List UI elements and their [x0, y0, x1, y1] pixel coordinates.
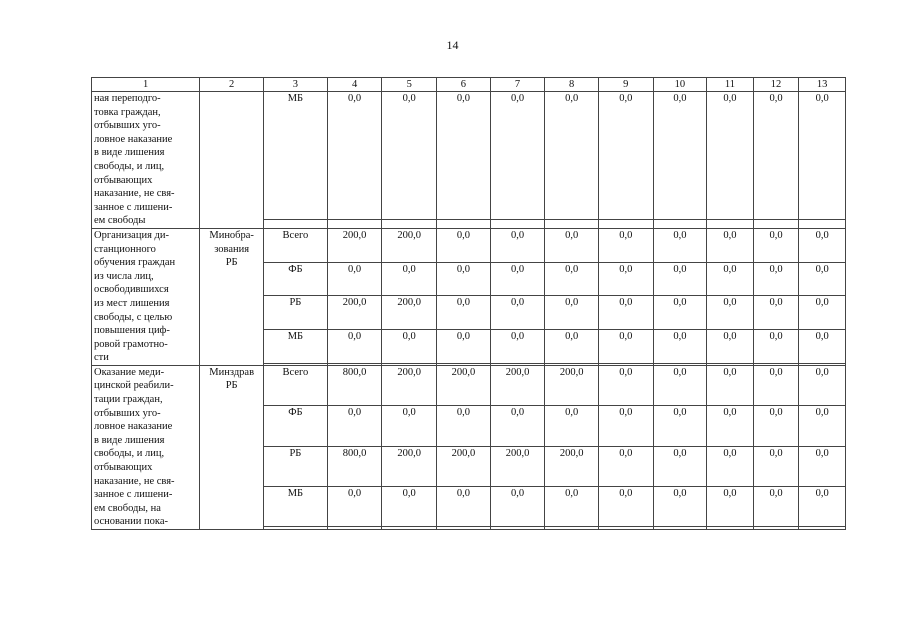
amount-cell: 0,0 — [598, 406, 653, 446]
empty-cell — [707, 527, 754, 530]
amount-cell: 0,0 — [490, 92, 545, 220]
amount-cell: 0,0 — [490, 406, 545, 446]
column-number: 3 — [264, 78, 328, 92]
amount-cell: 0,0 — [799, 92, 846, 220]
amount-cell: 200,0 — [327, 228, 382, 262]
column-number: 4 — [327, 78, 382, 92]
funding-source: МБ — [264, 486, 328, 526]
amount-cell: 200,0 — [437, 365, 491, 405]
column-number: 9 — [598, 78, 653, 92]
amount-cell: 200,0 — [545, 446, 599, 486]
amount-cell: 0,0 — [653, 486, 707, 526]
amount-cell: 200,0 — [490, 365, 545, 405]
amount-cell: 0,0 — [545, 406, 599, 446]
funding-source: РБ — [264, 446, 328, 486]
amount-cell: 0,0 — [799, 329, 846, 363]
amount-cell: 0,0 — [382, 486, 437, 526]
amount-cell: 0,0 — [707, 486, 754, 526]
amount-cell: 0,0 — [753, 92, 799, 220]
column-number: 5 — [382, 78, 437, 92]
amount-cell: 200,0 — [382, 446, 437, 486]
amount-cell: 0,0 — [753, 228, 799, 262]
amount-cell: 0,0 — [707, 228, 754, 262]
amount-cell: 0,0 — [653, 296, 707, 330]
amount-cell: 0,0 — [545, 92, 599, 220]
amount-cell: 0,0 — [753, 406, 799, 446]
amount-cell: 0,0 — [327, 262, 382, 296]
amount-cell: 0,0 — [799, 296, 846, 330]
amount-cell: 0,0 — [437, 329, 491, 363]
empty-cell — [490, 220, 545, 229]
amount-cell: 0,0 — [653, 228, 707, 262]
funding-source: ФБ — [264, 406, 328, 446]
empty-cell — [437, 220, 491, 229]
amount-cell: 0,0 — [382, 406, 437, 446]
amount-cell: 200,0 — [490, 446, 545, 486]
empty-cell — [799, 220, 846, 229]
amount-cell: 0,0 — [799, 446, 846, 486]
executor: Минздрав РБ — [200, 365, 264, 529]
column-number-row — [92, 78, 846, 92]
empty-cell — [327, 527, 382, 530]
table-row — [92, 365, 846, 405]
funding-source: ФБ — [264, 262, 328, 296]
amount-cell: 0,0 — [437, 262, 491, 296]
column-number: 1 — [92, 78, 200, 92]
funding-source: МБ — [264, 92, 328, 220]
amount-cell: 0,0 — [545, 329, 599, 363]
amount-cell: 0,0 — [799, 486, 846, 526]
amount-cell: 0,0 — [490, 329, 545, 363]
amount-cell: 200,0 — [327, 296, 382, 330]
empty-cell — [799, 527, 846, 530]
empty-cell — [437, 527, 491, 530]
amount-cell: 200,0 — [382, 296, 437, 330]
amount-cell: 0,0 — [653, 329, 707, 363]
table-body — [92, 78, 846, 530]
column-number: 10 — [653, 78, 707, 92]
amount-cell: 0,0 — [327, 92, 382, 220]
amount-cell: 0,0 — [753, 262, 799, 296]
amount-cell: 0,0 — [437, 228, 491, 262]
amount-cell: 0,0 — [545, 262, 599, 296]
measure-name: ная переподго- товка граждан, отбывших уго- ловное наказание в виде лишения свободы, и лиц, отбывающих наказание, не свя- занное с лишени- ем свободы — [92, 92, 200, 229]
amount-cell: 0,0 — [799, 262, 846, 296]
amount-cell: 0,0 — [490, 296, 545, 330]
amount-cell: 0,0 — [753, 296, 799, 330]
amount-cell: 0,0 — [753, 365, 799, 405]
empty-cell — [545, 527, 599, 530]
amount-cell: 800,0 — [327, 446, 382, 486]
amount-cell: 0,0 — [598, 486, 653, 526]
empty-cell — [707, 220, 754, 229]
column-number: 6 — [437, 78, 491, 92]
empty-cell — [327, 220, 382, 229]
amount-cell: 0,0 — [653, 92, 707, 220]
amount-cell: 0,0 — [707, 329, 754, 363]
column-number: 13 — [799, 78, 846, 92]
funding-source: МБ — [264, 329, 328, 363]
amount-cell: 0,0 — [545, 486, 599, 526]
amount-cell: 0,0 — [382, 329, 437, 363]
empty-cell — [598, 220, 653, 229]
column-number: 2 — [200, 78, 264, 92]
amount-cell: 0,0 — [327, 329, 382, 363]
amount-cell: 200,0 — [382, 228, 437, 262]
empty-cell — [490, 527, 545, 530]
amount-cell: 0,0 — [598, 296, 653, 330]
amount-cell: 0,0 — [707, 406, 754, 446]
amount-cell: 0,0 — [598, 92, 653, 220]
amount-cell: 200,0 — [437, 446, 491, 486]
funding-source: Всего — [264, 365, 328, 405]
funding-source: РБ — [264, 296, 328, 330]
table-row — [92, 228, 846, 262]
empty-cell — [598, 527, 653, 530]
amount-cell: 200,0 — [545, 365, 599, 405]
amount-cell: 0,0 — [598, 446, 653, 486]
amount-cell: 0,0 — [490, 262, 545, 296]
column-number: 11 — [707, 78, 754, 92]
amount-cell: 0,0 — [382, 262, 437, 296]
budget-table — [91, 77, 846, 530]
amount-cell: 0,0 — [598, 262, 653, 296]
column-number: 7 — [490, 78, 545, 92]
empty-cell — [753, 220, 799, 229]
amount-cell: 0,0 — [598, 365, 653, 405]
amount-cell: 0,0 — [707, 365, 754, 405]
empty-cell — [382, 527, 437, 530]
amount-cell: 0,0 — [598, 228, 653, 262]
amount-cell: 0,0 — [799, 228, 846, 262]
empty-cell — [264, 527, 328, 530]
amount-cell: 0,0 — [545, 296, 599, 330]
empty-cell — [264, 220, 328, 229]
measure-name: Оказание меди- цинской реабили- тации граждан, отбывших уго- ловное наказание в виде лишения свободы, и лиц, отбывающих наказание, не свя- занное с лишени- ем свободы, на основании пока- — [92, 365, 200, 529]
amount-cell: 0,0 — [653, 446, 707, 486]
amount-cell: 0,0 — [327, 486, 382, 526]
amount-cell: 0,0 — [753, 486, 799, 526]
amount-cell: 0,0 — [545, 228, 599, 262]
funding-source: Всего — [264, 228, 328, 262]
amount-cell: 200,0 — [382, 365, 437, 405]
amount-cell: 0,0 — [490, 228, 545, 262]
amount-cell: 0,0 — [653, 406, 707, 446]
amount-cell: 0,0 — [437, 296, 491, 330]
amount-cell: 0,0 — [707, 446, 754, 486]
amount-cell: 800,0 — [327, 365, 382, 405]
amount-cell: 0,0 — [799, 365, 846, 405]
amount-cell: 0,0 — [437, 406, 491, 446]
empty-cell — [753, 527, 799, 530]
amount-cell: 0,0 — [327, 406, 382, 446]
amount-cell: 0,0 — [707, 262, 754, 296]
amount-cell: 0,0 — [382, 92, 437, 220]
amount-cell: 0,0 — [753, 446, 799, 486]
amount-cell: 0,0 — [707, 92, 754, 220]
amount-cell: 0,0 — [490, 486, 545, 526]
empty-cell — [653, 527, 707, 530]
amount-cell: 0,0 — [799, 406, 846, 446]
measure-name: Организация ди- станционного обучения граждан из числа лиц, освободившихся из мест лишения свободы, с целью повышения циф- ровой грамотно- сти — [92, 228, 200, 365]
column-number: 8 — [545, 78, 599, 92]
amount-cell: 0,0 — [437, 92, 491, 220]
empty-cell — [382, 220, 437, 229]
column-number: 12 — [753, 78, 799, 92]
table-row — [92, 92, 846, 220]
executor: Минобра- зования РБ — [200, 228, 264, 365]
amount-cell: 0,0 — [437, 486, 491, 526]
page-number: 14 — [446, 38, 459, 52]
empty-cell — [653, 220, 707, 229]
amount-cell: 0,0 — [653, 365, 707, 405]
amount-cell: 0,0 — [753, 329, 799, 363]
amount-cell: 0,0 — [707, 296, 754, 330]
amount-cell: 0,0 — [598, 329, 653, 363]
amount-cell: 0,0 — [653, 262, 707, 296]
executor — [200, 92, 264, 229]
empty-cell — [545, 220, 599, 229]
